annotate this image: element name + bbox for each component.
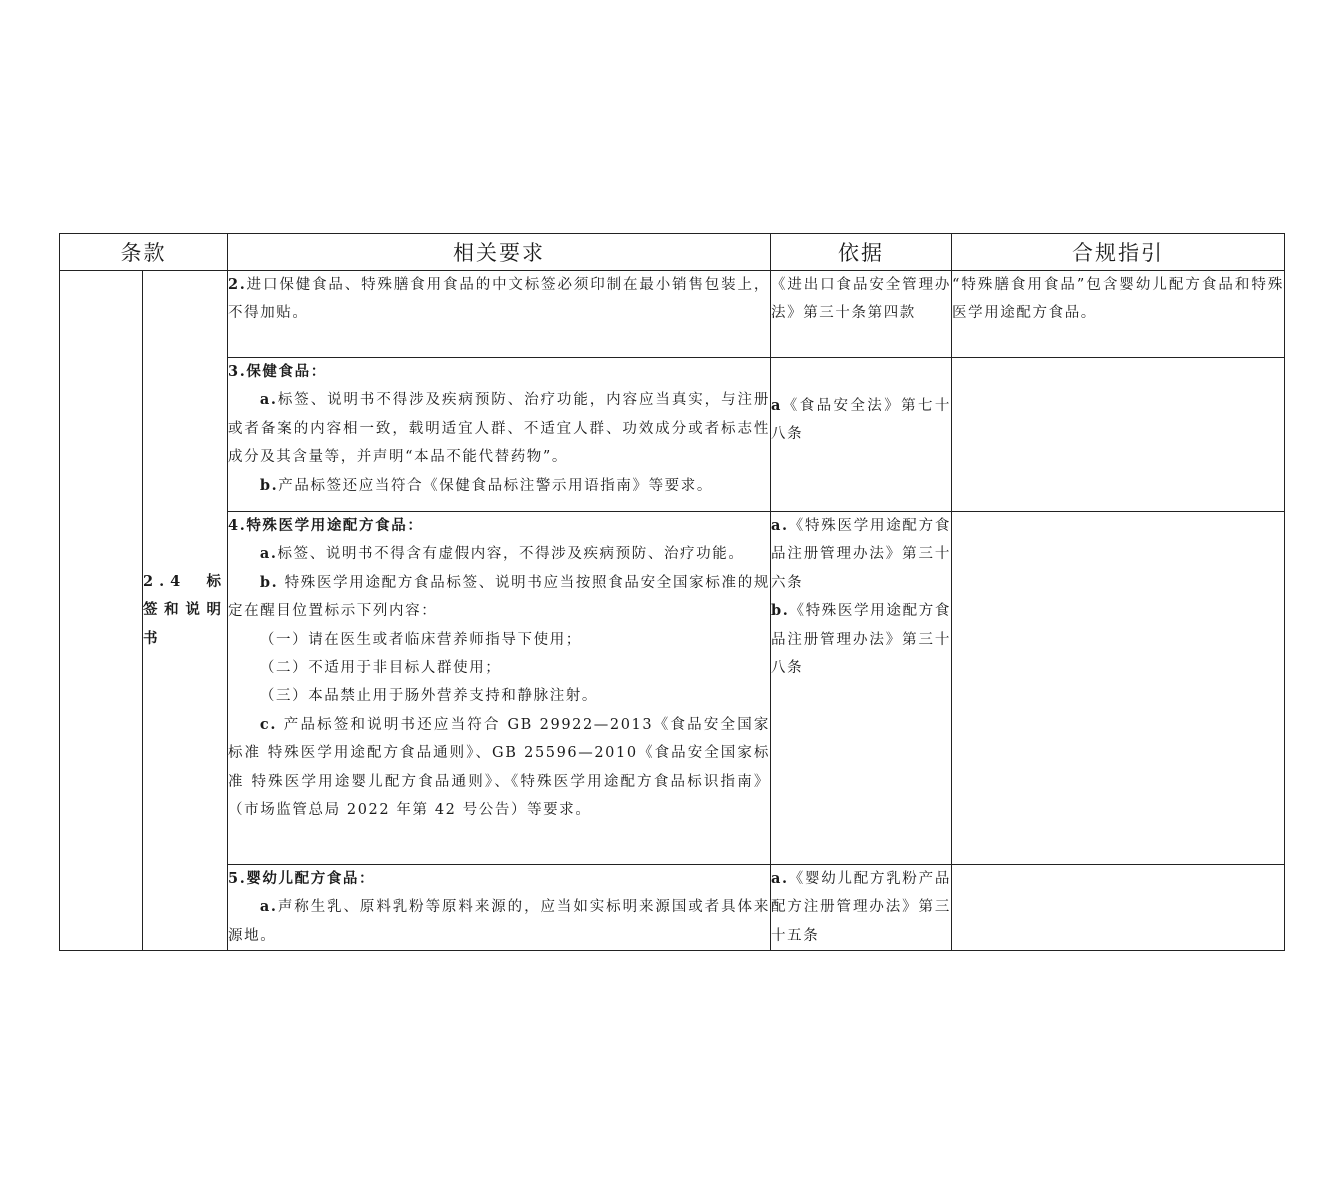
requirement-cell [228, 865, 771, 951]
header-requirement: 相关要求 [228, 234, 771, 271]
basis-cell [771, 512, 952, 865]
basis-cell [771, 358, 952, 512]
basis-item-a [771, 512, 951, 597]
basis-text: 《进出口食品安全管理办法》第三十条第四款 [771, 277, 951, 322]
item-label: a. [259, 545, 278, 563]
item-label: c. [259, 715, 277, 733]
item-number: 2. [228, 276, 247, 293]
requirement-subitem: （二）不适用于非目标人群使用； [259, 660, 502, 677]
requirement-item-a [228, 386, 770, 471]
section-label [143, 271, 228, 951]
requirement-title: 5.婴幼儿配方食品： [228, 870, 376, 887]
header-basis: 依据 [771, 234, 952, 271]
requirement-text [228, 271, 770, 328]
requirement-subitem: （三）本品禁止用于肠外营养支持和静脉注射。 [259, 688, 598, 705]
basis-body: 《特殊医学用途配方食品注册管理办法》第三十八条 [771, 603, 951, 677]
basis-text [771, 392, 951, 449]
table-row [60, 512, 1285, 865]
requirement-title: 4.特殊医学用途配方食品： [228, 517, 424, 534]
requirement-cell [228, 512, 771, 865]
basis-cell [771, 271, 952, 358]
guidance-cell [952, 865, 1285, 951]
basis-label: a [771, 397, 782, 414]
requirement-item-a [228, 893, 770, 950]
item-text: 产品标签还应当符合《保健食品标注警示用语指南》等要求。 [278, 477, 713, 494]
requirement-item-b [228, 472, 770, 500]
regulation-table [59, 233, 1285, 951]
basis-body: 《特殊医学用途配方食品注册管理办法》第三十六条 [771, 518, 951, 591]
basis-cell [771, 865, 952, 951]
clause-parent-cell [60, 271, 143, 951]
guidance-cell [952, 271, 1285, 358]
table-row [60, 865, 1285, 951]
item-text: 声称生乳、原料乳粉等原料来源的，应当如实标明来源国或者具体来源地。 [228, 899, 770, 944]
item-label: a. [259, 391, 278, 409]
requirement-item-a [228, 540, 770, 568]
table-row [60, 358, 1285, 512]
basis-label: b. [771, 602, 790, 620]
basis-item-a [771, 865, 951, 950]
item-label: b. [259, 476, 279, 494]
item-text: 产品标签和说明书还应当符合 GB 29922—2013《食品安全国家标准 特殊医学用途配方食品通则》、GB 25596—2010《食品安全国家标准 特殊医学用途婴儿配方食品通则》、《特殊医学用途配方食品标识指南》（市场监管总局 2022 年第 42 号公告）等要求。 [228, 716, 770, 819]
item-text: 特殊医学用途配方食品标签、说明书应当按照食品安全国家标准的规定在醒目位置标示下列内容： [228, 574, 770, 620]
basis-body: 《婴幼儿配方乳粉产品配方注册管理办法》第三十五条 [771, 871, 951, 944]
basis-label: a. [771, 870, 789, 887]
header-guidance: 合规指引 [952, 234, 1285, 271]
header-clause: 条款 [60, 234, 228, 271]
requirement-cell [228, 271, 771, 358]
requirement-item-b [228, 569, 770, 626]
requirement-item-c [228, 711, 770, 825]
table-row [60, 271, 1285, 358]
item-text: 标签、说明书不得涉及疾病预防、治疗功能，内容应当真实，与注册或者备案的内容相一致，载明适宜人群、不适宜人群、功效成分或者标志性成分及其含量等，并声明“本品不能代替药物”。 [228, 392, 770, 466]
requirement-subitem: （一）请在医生或者临床营养师指导下使用； [259, 631, 582, 648]
item-label: b. [259, 573, 279, 591]
guidance-cell [952, 512, 1285, 865]
guidance-cell [952, 358, 1285, 512]
guidance-text: “特殊膳食用食品”包含婴幼儿配方食品和特殊医学用途配方食品。 [952, 277, 1284, 322]
item-label: a. [259, 898, 278, 916]
item-text: 进口保健食品、特殊膳食用食品的中文标签必须印制在最小销售包装上，不得加贴。 [228, 277, 770, 322]
section-label-text: 2.4 标签和说明书 [143, 573, 227, 647]
basis-body: 《食品安全法》第七十八条 [771, 398, 951, 443]
requirement-title: 3.保健食品： [228, 363, 327, 380]
table-header-row [60, 234, 1285, 271]
requirement-cell [228, 358, 771, 512]
basis-label: a. [771, 517, 789, 534]
basis-item-b [771, 597, 951, 682]
item-text: 标签、说明书不得含有虚假内容，不得涉及疾病预防、治疗功能。 [277, 546, 745, 563]
